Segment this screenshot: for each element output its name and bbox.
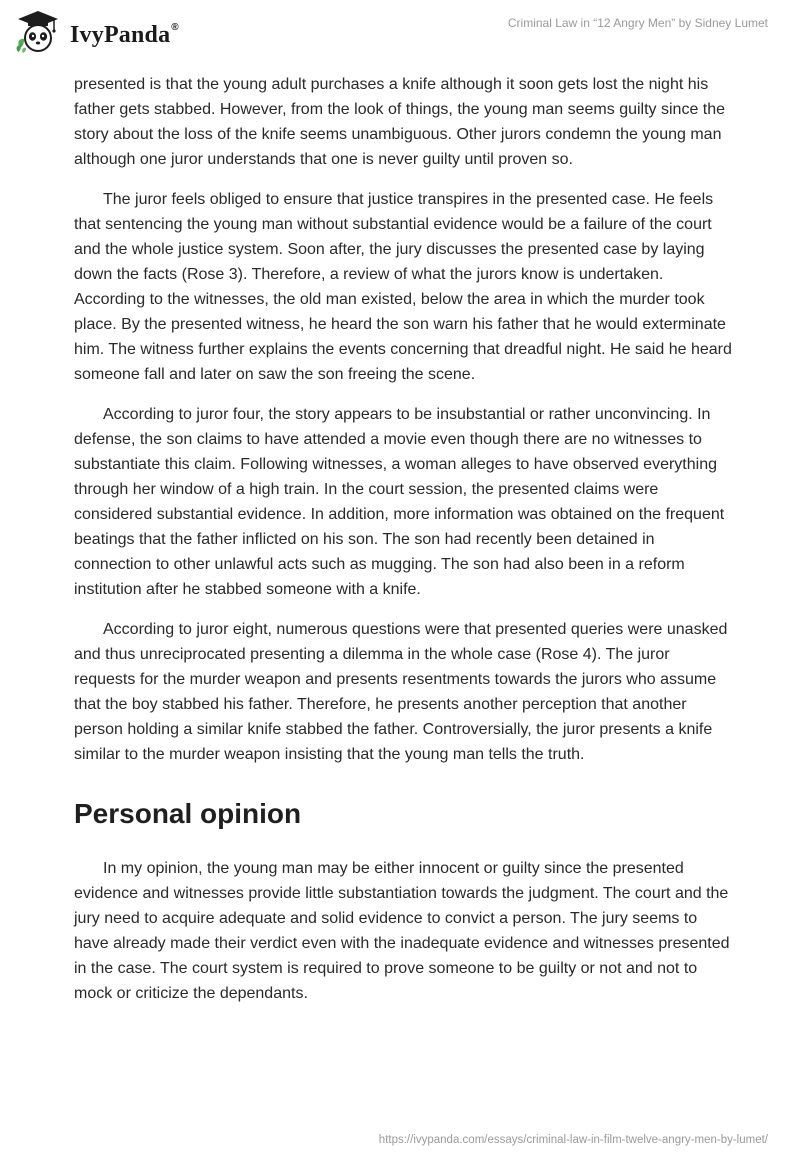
paragraph-continuation: presented is that the young adult purchases a knife although it soon gets lost the night his father gets stabbed. However, from the look of things, the young man seems guilty since the story about the loss of the knife seems unambiguous. Other jurors condemn the young man although one juror understands that one is never guilty until proven so. [74, 76, 726, 168]
section-heading-personal-opinion: Personal opinion [74, 798, 302, 829]
registered-mark: ® [171, 21, 179, 33]
page-header [0, 0, 800, 70]
paragraph: The juror feels obliged to ensure that justice transpires in the presented case. He feels that sentencing the young man without substantial evidence would be a failure of the court and the whole justice system. Soon after, the jury discusses the presented case by laying down the facts (Rose 3). Therefore, a review of what the jurors know is undertaken. According to the witnesses, the old man existed, below the area in which the murder took place. By the presented witness, he heard the son warn his father that he would exterminate him. The witness further explains the events concerning that dreadful night. He said he heard someone fall and later on saw the son freeing the scene. [74, 191, 732, 383]
panda-graduate-logo-icon [14, 8, 62, 56]
document-title: Criminal Law in “12 Angry Men” by Sidney Lumet [507, 16, 768, 30]
paragraph: According to juror four, the story appears to be insubstantial or rather unconvincing. In defense, the son claims to have attended a movie even though there are no witnesses to substantiate this claim. Following witnesses, a woman alleges to have observed everything through her window of a high train. In the court session, the presented claims were considered substantial evidence. In addition, more information was obtained on the frequent beatings that the father inflicted on his son. The son had recently been detained in connection to other unlawful acts such as mugging. The son had also been in a reform institution after he stabbed someone with a knife. [74, 406, 725, 598]
ivypanda-logo[interactable] [14, 8, 179, 56]
essay-body [74, 72, 734, 1021]
logo-wordmark: IvyPanda® [70, 21, 179, 48]
paragraph: According to juror eight, numerous questions were that presented queries were unasked and thus unreciprocated presenting a dilemma in the whole case (Rose 4). The juror requests for the murder weapon and presents resentments towards the jurors who assume that the boy stabbed his father. Therefore, he presents another perception that another person holding a similar knife stabbed the father. Controversially, the juror presents a knife similar to the murder weapon insisting that the young man tells the truth. [74, 621, 728, 763]
source-url-link[interactable]: https://ivypanda.com/essays/criminal-law-in-film-twelve-angry-men-by-lumet/ [378, 1134, 768, 1146]
paragraph: In my opinion, the young man may be either innocent or guilty since the presented evidence and witnesses provide little substantiation towards the judgment. The court and the jury need to acquire adequate and solid evidence to convict a person. The jury seems to have already made their verdict even with the inadequate evidence and witnesses presented in the case. The court system is required to prove someone to be guilty or not and not to mock or criticize the dependants. [74, 860, 730, 1002]
